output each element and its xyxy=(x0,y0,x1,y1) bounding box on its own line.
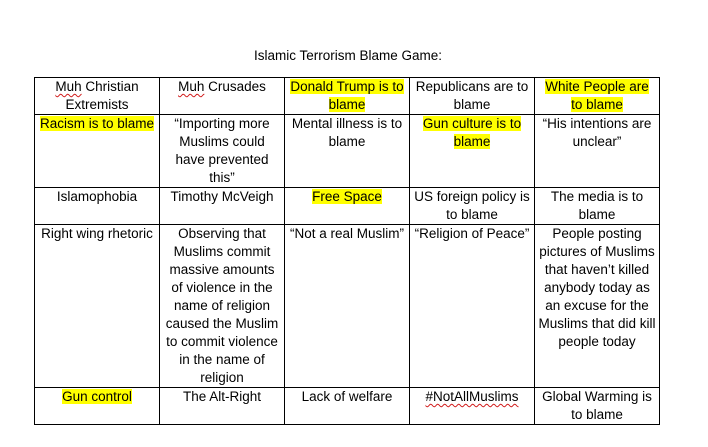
grid-cell xyxy=(285,388,410,425)
spellcheck-underlined-word: #NotAllMuslims xyxy=(425,389,519,404)
cell-text: Muh Crusades xyxy=(178,79,266,94)
cell-text: “His intentions are unclear” xyxy=(542,116,652,149)
spellcheck-underlined-word: Muh xyxy=(55,79,82,94)
cell-text: Islamophobia xyxy=(56,189,138,204)
grid-cell xyxy=(535,115,660,188)
grid-cell xyxy=(160,225,285,388)
cell-text: Racism is to blame xyxy=(39,116,155,131)
grid-cell xyxy=(535,388,660,425)
cell-text: Mental illness is to blame xyxy=(291,116,403,149)
grid-cell xyxy=(285,225,410,388)
cell-text: Observing that Muslims commit massive amounts of violence in the name of religion caused the Muslim to commit violence in the name of religion xyxy=(165,226,279,385)
grid-cell xyxy=(35,78,160,115)
grid-cell xyxy=(285,78,410,115)
cell-text: The Alt-Right xyxy=(182,389,262,404)
grid-cell xyxy=(535,188,660,225)
grid-cell xyxy=(35,188,160,225)
cell-text: Gun culture is to blame xyxy=(422,116,522,149)
grid-cell xyxy=(535,225,660,388)
cell-text: Global Warming is to blame xyxy=(542,389,652,422)
grid-cell xyxy=(285,115,410,188)
grid-cell xyxy=(160,78,285,115)
grid-cell xyxy=(410,115,535,188)
cell-text: Muh Christian Extremists xyxy=(55,79,139,112)
cell-text: Free Space xyxy=(312,189,382,204)
cell-text: The media is to blame xyxy=(550,189,644,222)
spellcheck-underlined-word: Muh xyxy=(178,79,205,94)
grid-cell xyxy=(410,388,535,425)
grid-cell xyxy=(35,225,160,388)
grid-cell xyxy=(160,388,285,425)
grid-row xyxy=(35,78,660,115)
cell-text: Right wing rhetoric xyxy=(41,226,153,241)
cell-text: “Religion of Peace” xyxy=(414,226,530,241)
cell-text: “Not a real Muslim” xyxy=(289,226,405,241)
grid-row xyxy=(35,225,660,388)
grid-cell xyxy=(160,188,285,225)
grid-cell xyxy=(160,115,285,188)
grid-cell xyxy=(535,78,660,115)
cell-text: US foreign policy is to blame xyxy=(414,189,530,222)
grid-cell xyxy=(35,115,160,188)
grid-row xyxy=(35,115,660,188)
cell-text: People posting pictures of Muslims that haven’t killed anybody today as an excuse for the Muslims that did kill people today xyxy=(538,226,656,349)
cell-text: “Importing more Muslims could have prevented this” xyxy=(174,116,270,185)
cell-text xyxy=(425,389,518,404)
grid-cell xyxy=(410,225,535,388)
cell-text: Republicans are to blame xyxy=(415,79,529,112)
cell-text: White People are to blame xyxy=(545,79,649,112)
document-title: Islamic Terrorism Blame Game: xyxy=(253,48,443,63)
grid-row xyxy=(35,388,660,425)
cell-text: Lack of welfare xyxy=(301,389,393,404)
cell-text: Gun control xyxy=(62,389,132,404)
grid-row xyxy=(35,188,660,225)
grid-cell xyxy=(285,188,410,225)
bingo-grid xyxy=(34,77,660,425)
grid-cell xyxy=(410,78,535,115)
grid-cell xyxy=(35,388,160,425)
grid-cell xyxy=(410,188,535,225)
cell-text: Donald Trump is to blame xyxy=(290,79,404,112)
cell-text: Timothy McVeigh xyxy=(170,189,274,204)
